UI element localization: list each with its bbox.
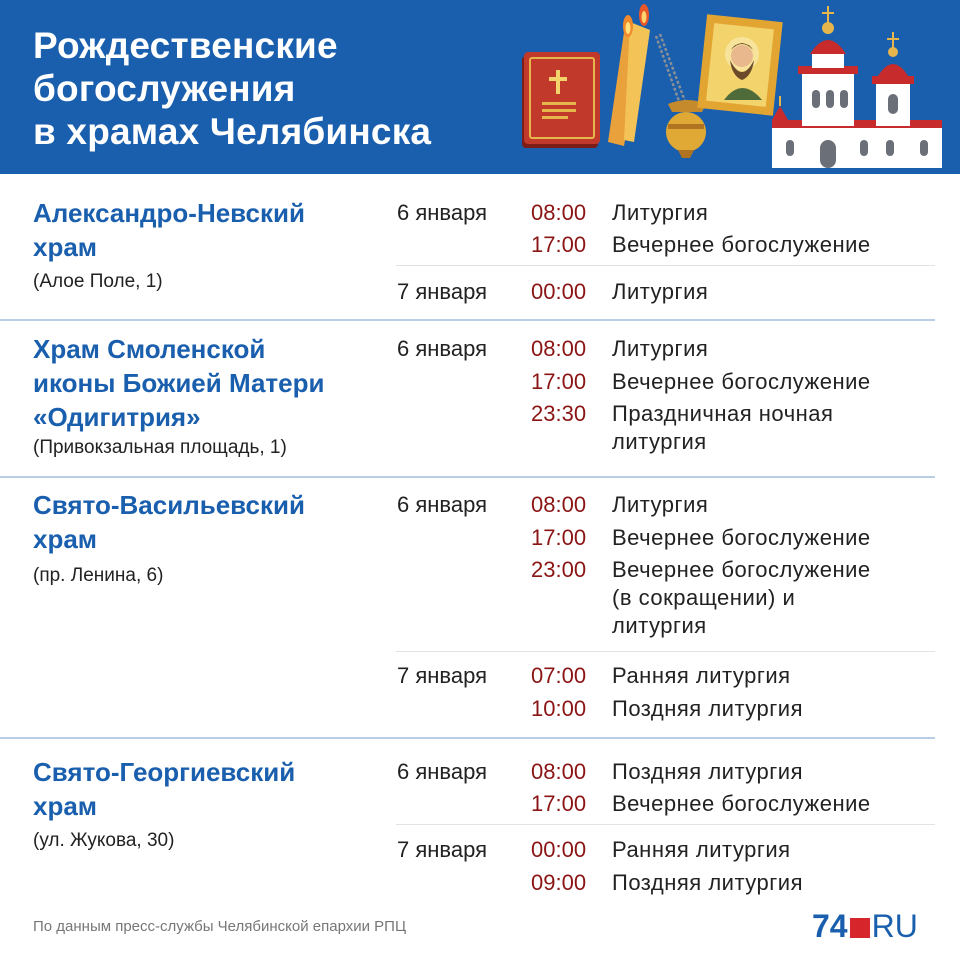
church-name-line: Храм Смоленской bbox=[33, 334, 266, 364]
header-banner bbox=[0, 0, 960, 174]
service-name-line: (в сокращении) и bbox=[612, 585, 796, 610]
service-name-line: Литургия bbox=[612, 200, 709, 225]
service-time: 17:00 bbox=[531, 525, 587, 550]
logo-number: 74 bbox=[812, 908, 848, 944]
church-building-icon bbox=[772, 6, 942, 168]
service-time: 08:00 bbox=[531, 336, 587, 361]
bible-icon bbox=[522, 52, 600, 148]
page-title bbox=[33, 24, 431, 153]
service-time: 09:00 bbox=[531, 870, 587, 895]
service-date: 7 января bbox=[397, 279, 487, 304]
service-time: 08:00 bbox=[531, 492, 587, 517]
service-name bbox=[612, 400, 833, 456]
service-name-line: Поздняя литургия bbox=[612, 870, 803, 895]
service-name bbox=[612, 556, 871, 640]
service-name bbox=[612, 869, 803, 897]
church-divider bbox=[0, 737, 935, 739]
title-line-1: Рождественские bbox=[33, 25, 338, 66]
service-time: 08:00 bbox=[531, 200, 587, 225]
day-divider bbox=[396, 651, 935, 652]
church-name-st-basil bbox=[33, 488, 305, 556]
service-name-line: литургия bbox=[612, 429, 707, 454]
censer-icon bbox=[656, 34, 706, 158]
church-divider bbox=[0, 319, 935, 321]
service-name bbox=[612, 524, 871, 552]
church-name-line: храм bbox=[33, 232, 98, 262]
service-name bbox=[612, 790, 871, 818]
service-name-line: Ранняя литургия bbox=[612, 837, 791, 862]
service-name bbox=[612, 836, 791, 864]
service-time: 00:00 bbox=[531, 279, 587, 304]
service-name bbox=[612, 199, 708, 227]
service-date: 6 января bbox=[397, 336, 487, 361]
service-time: 17:00 bbox=[531, 791, 587, 816]
service-name-line: Вечернее богослужение bbox=[612, 557, 871, 582]
service-name bbox=[612, 368, 871, 396]
service-date: 7 января bbox=[397, 837, 487, 862]
service-name-line: Вечернее богослужение bbox=[612, 369, 871, 394]
church-name-line: храм bbox=[33, 791, 98, 821]
header-illustration bbox=[510, 0, 960, 174]
church-name-smolensk-icon bbox=[33, 332, 324, 434]
service-date: 6 января bbox=[397, 492, 487, 517]
service-name bbox=[612, 231, 871, 259]
service-date: 6 января bbox=[397, 200, 487, 225]
site-logo[interactable] bbox=[812, 906, 918, 946]
church-address: (Привокзальная площадь, 1) bbox=[33, 437, 287, 458]
church-name-alexander-nevsky bbox=[33, 196, 305, 264]
service-date: 6 января bbox=[397, 759, 487, 784]
church-name-line: храм bbox=[33, 524, 98, 554]
service-name-line: Литургия bbox=[612, 279, 709, 304]
service-name-line: Поздняя литургия bbox=[612, 696, 803, 721]
service-name bbox=[612, 491, 708, 519]
logo-square-icon bbox=[850, 918, 870, 938]
church-address: (ул. Жукова, 30) bbox=[33, 830, 175, 851]
service-name-line: Ранняя литургия bbox=[612, 663, 791, 688]
service-name-line: литургия bbox=[612, 613, 707, 638]
service-name bbox=[612, 662, 791, 690]
service-name-line: Праздничная ночная bbox=[612, 401, 834, 426]
service-name-line: Литургия bbox=[612, 336, 709, 361]
service-time: 07:00 bbox=[531, 663, 587, 688]
service-name-line: Вечернее богослужение bbox=[612, 232, 871, 257]
church-address: (Алое Поле, 1) bbox=[33, 271, 163, 292]
church-name-line: Александро-Невский bbox=[33, 198, 305, 228]
church-name-line: иконы Божией Матери bbox=[33, 368, 325, 398]
logo-domain: RU bbox=[871, 908, 918, 944]
church-name-st-george bbox=[33, 755, 295, 823]
service-time: 00:00 bbox=[531, 837, 587, 862]
service-name bbox=[612, 695, 803, 723]
title-line-3: в храмах Челябинска bbox=[33, 111, 432, 152]
service-time: 17:00 bbox=[531, 232, 587, 257]
service-time: 23:30 bbox=[531, 401, 587, 426]
church-address: (пр. Ленина, 6) bbox=[33, 565, 164, 586]
service-time: 17:00 bbox=[531, 369, 587, 394]
service-name-line: Вечернее богослужение bbox=[612, 525, 871, 550]
service-name-line: Поздняя литургия bbox=[612, 759, 803, 784]
church-divider bbox=[0, 476, 935, 478]
service-time: 10:00 bbox=[531, 696, 587, 721]
church-name-line: Свято-Васильевский bbox=[33, 490, 305, 520]
source-note: По данным пресс-службы Челябинской епархии РПЦ bbox=[33, 918, 407, 935]
saint-icon-icon bbox=[697, 14, 782, 115]
service-name bbox=[612, 335, 708, 363]
service-name bbox=[612, 278, 708, 306]
church-name-line: Свято-Георгиевский bbox=[33, 757, 296, 787]
service-name-line: Вечернее богослужение bbox=[612, 791, 871, 816]
title-line-2: богослужения bbox=[33, 68, 296, 109]
service-time: 23:00 bbox=[531, 557, 587, 582]
day-divider bbox=[396, 824, 935, 825]
candles-icon bbox=[608, 4, 650, 146]
church-name-line: «Одигитрия» bbox=[33, 402, 201, 432]
service-name-line: Литургия bbox=[612, 492, 709, 517]
service-time: 08:00 bbox=[531, 759, 587, 784]
service-name bbox=[612, 758, 803, 786]
service-date: 7 января bbox=[397, 663, 487, 688]
day-divider bbox=[396, 265, 935, 266]
